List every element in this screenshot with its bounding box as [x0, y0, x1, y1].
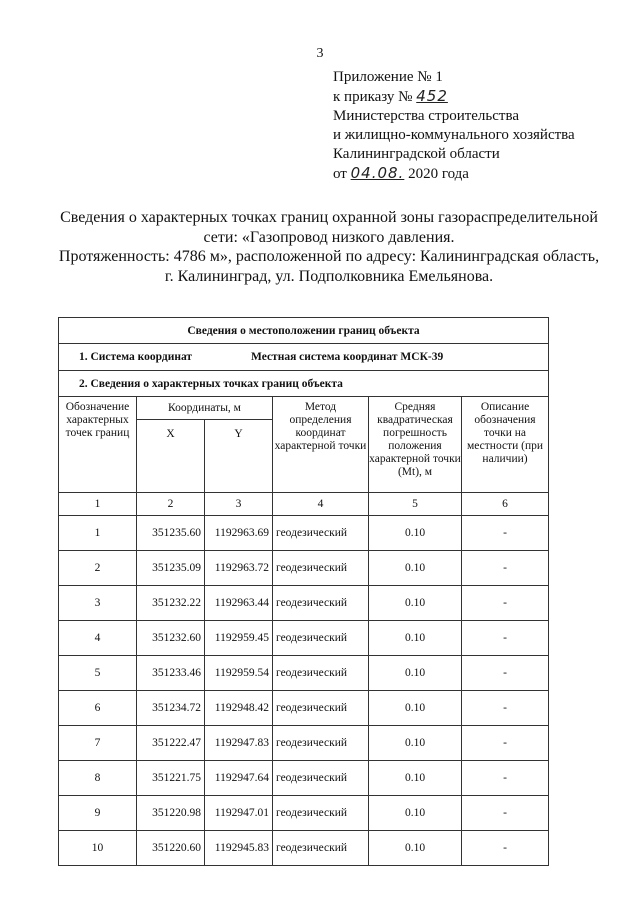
cell-y: 1192945.83: [205, 831, 273, 866]
cell-n: 10: [59, 831, 137, 866]
table-row: [59, 691, 549, 726]
appendix-line-5: Калининградской области: [333, 146, 500, 162]
order-number-handwritten: 452: [416, 87, 448, 105]
cell-x: 351232.60: [137, 621, 205, 656]
title-line-2: сети: «Газопровод низкого давления.: [203, 228, 455, 246]
table-row: [59, 656, 549, 691]
cell-desc: -: [462, 761, 549, 796]
cell-method: геодезический: [273, 691, 369, 726]
col-number: 3: [205, 493, 273, 516]
cell-method: геодезический: [273, 621, 369, 656]
cell-x: 351234.72: [137, 691, 205, 726]
cell-desc: -: [462, 726, 549, 761]
col-x-header: X: [137, 420, 205, 493]
cell-desc: -: [462, 796, 549, 831]
cell-error: 0.10: [369, 551, 462, 586]
cell-method: геодезический: [273, 551, 369, 586]
cell-n: 4: [59, 621, 137, 656]
cell-method: геодезический: [273, 761, 369, 796]
cell-error: 0.10: [369, 586, 462, 621]
cell-y: 1192947.01: [205, 796, 273, 831]
cell-y: 1192947.83: [205, 726, 273, 761]
cell-desc: -: [462, 831, 549, 866]
section-2-title: 2. Сведения о характерных точках границ объекта: [59, 371, 549, 397]
appendix-line-2: [333, 87, 575, 107]
cell-error: 0.10: [369, 691, 462, 726]
appendix-line-4: и жилищно-коммунального хозяйства: [333, 127, 575, 143]
cell-x: 351232.22: [137, 586, 205, 621]
table-row: [59, 516, 549, 551]
col-point-header: Обозначение характерных точек границ: [59, 397, 137, 493]
cell-y: 1192947.64: [205, 761, 273, 796]
document-title: [40, 208, 618, 286]
cell-n: 9: [59, 796, 137, 831]
cell-x: 351235.60: [137, 516, 205, 551]
cell-x: 351220.60: [137, 831, 205, 866]
cell-y: 1192959.54: [205, 656, 273, 691]
order-prefix: к приказу №: [333, 89, 417, 105]
cell-n: 7: [59, 726, 137, 761]
cell-desc: -: [462, 516, 549, 551]
cell-n: 1: [59, 516, 137, 551]
table-header: Сведения о местоположении границ объекта: [59, 318, 549, 344]
cell-desc: -: [462, 586, 549, 621]
cell-n: 5: [59, 656, 137, 691]
col-number: 5: [369, 493, 462, 516]
cell-error: 0.10: [369, 761, 462, 796]
cell-y: 1192959.45: [205, 621, 273, 656]
col-number: 2: [137, 493, 205, 516]
col-error-header: Средняя квадратическая погрешность положения характерной точки (Mt), м: [369, 397, 462, 493]
cell-desc: -: [462, 691, 549, 726]
cell-method: геодезический: [273, 831, 369, 866]
cell-error: 0.10: [369, 656, 462, 691]
cell-x: 351233.46: [137, 656, 205, 691]
title-line-3: Протяженность: 4786 м», расположенной по адресу: Калининградская область,: [58, 248, 600, 265]
col-number: 4: [273, 493, 369, 516]
date-prefix: от: [333, 166, 351, 182]
table-row: [59, 726, 549, 761]
table-row: [59, 831, 549, 866]
table-row: [59, 796, 549, 831]
coordinate-system-row: [59, 344, 549, 371]
cell-n: 3: [59, 586, 137, 621]
cell-y: 1192963.44: [205, 586, 273, 621]
col-number: 1: [59, 493, 137, 516]
coordinate-system-label: 1. Система координат: [79, 351, 193, 363]
cell-method: геодезический: [273, 586, 369, 621]
table-body: [59, 516, 549, 866]
cell-n: 8: [59, 761, 137, 796]
col-number: 6: [462, 493, 549, 516]
cell-x: 351220.98: [137, 796, 205, 831]
cell-n: 2: [59, 551, 137, 586]
cell-n: 6: [59, 691, 137, 726]
coordinate-system-value: Местная система координат МСК-39: [251, 351, 444, 363]
cell-y: 1192963.72: [205, 551, 273, 586]
col-method-header: Метод определения координат характерной точки: [273, 397, 369, 493]
appendix-line-3: Министерства строительства: [333, 108, 520, 124]
date-handwritten: 04.08.: [350, 164, 405, 182]
col-y-header: Y: [205, 420, 273, 493]
cell-x: 351221.75: [137, 761, 205, 796]
date-suffix: 2020 года: [404, 166, 469, 182]
title-line-1: Сведения о характерных точках границ охранной зоны газораспределительной: [60, 209, 598, 226]
col-coords-header: Координаты, м: [137, 397, 273, 420]
cell-desc: -: [462, 656, 549, 691]
cell-y: 1192948.42: [205, 691, 273, 726]
cell-method: геодезический: [273, 796, 369, 831]
cell-desc: -: [462, 551, 549, 586]
cell-error: 0.10: [369, 621, 462, 656]
table-row: [59, 621, 549, 656]
col-description-header: Описание обозначения точки на местности (при наличии): [462, 397, 549, 493]
table-row: [59, 761, 549, 796]
cell-error: 0.10: [369, 796, 462, 831]
cell-y: 1192963.69: [205, 516, 273, 551]
cell-x: 351222.47: [137, 726, 205, 761]
appendix-line-6: [333, 164, 575, 184]
cell-desc: -: [462, 621, 549, 656]
cell-error: 0.10: [369, 831, 462, 866]
cell-error: 0.10: [369, 516, 462, 551]
coordinates-table: [58, 317, 549, 866]
table-row: [59, 586, 549, 621]
appendix-line-1: Приложение № 1: [333, 69, 443, 85]
column-numbers-row: [59, 493, 549, 516]
page-number: 3: [316, 46, 324, 61]
cell-method: геодезический: [273, 656, 369, 691]
cell-method: геодезический: [273, 516, 369, 551]
appendix-block: [333, 68, 575, 184]
cell-error: 0.10: [369, 726, 462, 761]
cell-x: 351235.09: [137, 551, 205, 586]
cell-method: геодезический: [273, 726, 369, 761]
table-row: [59, 551, 549, 586]
title-line-4: г. Калининград, ул. Подполковника Емельянова.: [164, 267, 494, 285]
